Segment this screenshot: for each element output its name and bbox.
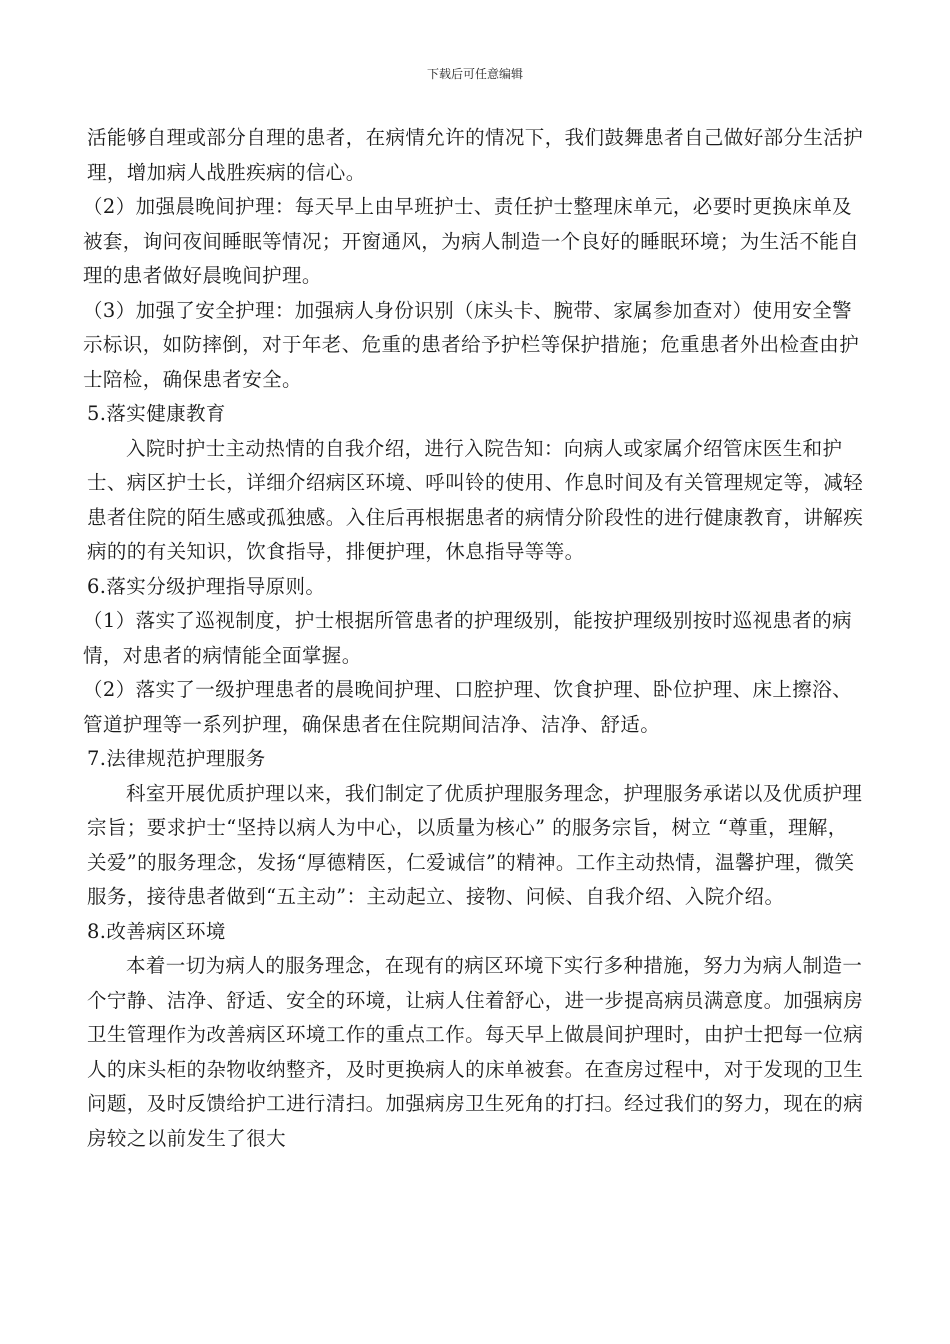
body-paragraph: 科室开展优质护理以来，我们制定了优质护理服务理念，护理服务承诺以及优质护理宗旨；要求护士“坚持以病人为中心，以质量为核心” 的服务宗旨，树立 “尊重，理解，关爱”的服务理念，发扬“厚德精医，仁爱诚信”的精神。工作主动热情，温馨护理，微笑服务，接待患者做到“五主动”：主动起立、接物、问候、自我介绍、入院介绍。 [87,781,863,908]
page-header: 下载后可任意编辑 [426,67,523,81]
list-item-2: （2）落实了一级护理患者的晨晚间护理、口腔护理、饮食护理、卧位护理、床上擦浴、管道护理等一系列护理，确保患者在住院期间洁净、洁净、舒适。 [83,678,853,736]
body-paragraph: 入院时护士主动热情的自我介绍，进行入院告知：向病人或家属介绍管床医生和护士、病区护士长，详细介绍病区环境、呼叫铃的使用、作息时间及有关管理规定等，减轻患者住院的陌生感或孤独感。入住后再根据患者的病情分阶段性的进行健康教育，讲解疾病的的有关知识，饮食指导，排便护理，休息指导等等。 [87,436,864,563]
section-heading-5: 5.落实健康教育 [87,402,226,425]
body-paragraph: 活能够自理或部分自理的患者，在病情允许的情况下，我们鼓舞患者自己做好部分生活护理，增加病人战胜疾病的信心。 [87,126,864,184]
list-item-2: （2）加强晨晚间护理：每天早上由早班护士、责任护士整理床单元，必要时更换床单及被套，询问夜间睡眠等情况；开窗通风，为病人制造一个良好的睡眠环境；为生活不能自理的患者做好晨晚间护理。 [83,195,860,287]
body-paragraph: 本着一切为病人的服务理念，在现有的病区环境下实行多种措施，努力为病人制造一个宁静、洁净、舒适、安全的环境，让病人住着舒心，进一步提高病员满意度。加强病房卫生管理作为改善病区环境工作的重点工作。每天早上做晨间护理时，由护士把每一位病人的床头柜的杂物收纳整齐，及时更换病人的床单被套。在查房过程中，对于发现的卫生问题，及时反馈给护工进行清扫。加强病房卫生死角的打扫。经过我们的努力，现在的病房较之以前发生了很大 [87,954,864,1150]
section-heading-6: 6.落实分级护理指导原则。 [87,574,326,598]
document-body [83,121,867,1156]
section-heading-8: 8.改善病区环境 [87,919,226,943]
list-item-1: （1）落实了巡视制度，护士根据所管患者的护理级别，能按护理级别按时巡视患者的病情，对患者的病情能全面掌握。 [83,609,853,667]
section-heading-7: 7.法律规范护理服务 [87,747,266,770]
list-item-3: （3）加强了安全护理：加强病人身份识别（床头卡、腕带、家属参加查对）使用安全警示标识，如防摔倒，对于年老、危重的患者给予护栏等保护措施；危重患者外出检查由护士陪检，确保患者安全。 [83,298,860,391]
